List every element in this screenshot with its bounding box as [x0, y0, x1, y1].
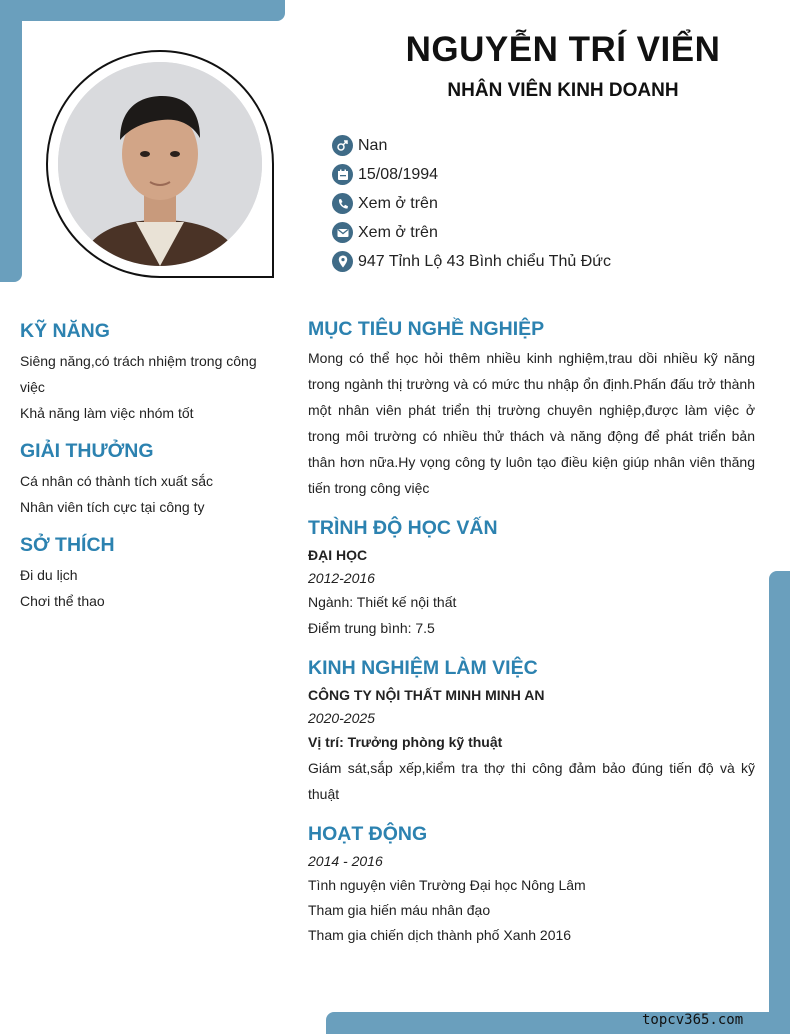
activities-heading: HOẠT ĐỘNG [308, 823, 428, 845]
phone-icon [332, 193, 353, 214]
decor-bar-top [0, 0, 285, 21]
contact-phone [332, 189, 611, 218]
contact-birthday [332, 160, 611, 189]
education-section [308, 515, 755, 641]
contact-gender-text: Nan [358, 136, 388, 154]
experience-position: Vị trí: Trưởng phòng kỹ thuật [308, 734, 503, 750]
calendar-icon [332, 164, 353, 185]
candidate-name: NGUYỄN TRÍ VIỂN [405, 30, 721, 69]
skills-heading: KỸ NĂNG [20, 320, 110, 342]
objective-section [308, 316, 755, 501]
activity-item: Tham gia hiến máu nhân đạo [308, 902, 491, 918]
awards-heading: GIẢI THƯỞNG [20, 440, 154, 462]
contact-email [332, 218, 611, 247]
decor-bar-left [0, 0, 22, 282]
left-column [20, 318, 270, 626]
contact-birthday-text: 15/08/1994 [358, 165, 439, 183]
experience-period: 2020-2025 [308, 710, 375, 726]
experience-heading: KINH NGHIỆM LÀM VIỆC [308, 657, 538, 679]
profile-photo [58, 62, 262, 266]
education-gpa: Điểm trung bình: 7.5 [308, 620, 435, 636]
education-heading: TRÌNH ĐỘ HỌC VẤN [308, 517, 498, 539]
right-column [308, 316, 755, 962]
gender-icon [332, 135, 353, 156]
education-major: Ngành: Thiết kế nội thất [308, 594, 457, 610]
activities-section [308, 821, 755, 948]
awards-section [20, 438, 270, 520]
experience-section [308, 655, 755, 807]
award-item: Nhân viên tích cực tại công ty [20, 499, 205, 515]
watermark: topcv365.com [642, 1012, 744, 1028]
skill-item: Khả năng làm việc nhóm tốt [20, 405, 194, 421]
hobby-item: Đi du lịch [20, 567, 78, 583]
objective-heading: MỤC TIÊU NGHỀ NGHIỆP [308, 318, 545, 340]
decor-bar-right [769, 571, 790, 1034]
contact-list [332, 131, 611, 276]
email-icon [332, 222, 353, 243]
activity-item: Tham gia chiến dịch thành phố Xanh 2016 [308, 927, 572, 943]
experience-description: Giám sát,sắp xếp,kiểm tra thợ thi công đảm bảo đúng tiến độ và kỹ thuật [308, 760, 755, 802]
location-icon [332, 251, 353, 272]
photo-frame [46, 50, 274, 278]
skill-item: Siêng năng,có trách nhiệm trong công việc [20, 353, 257, 395]
job-title: NHÂN VIÊN KINH DOANH [447, 80, 679, 101]
experience-company: CÔNG TY NỘI THẤT MINH MINH AN [308, 687, 545, 703]
education-school: ĐẠI HỌC [308, 547, 368, 563]
hobby-item: Chơi thể thao [20, 593, 105, 609]
objective-text: Mong có thể học hỏi thêm nhiều kinh nghiệm,trau dồi nhiều kỹ năng trong ngành thị trường và có mức thu nhập ổn định.Phấn đấu trở thành một nhân viên phát triển thị trường chuyên nghiệp,được làm việc ở trong môi trường có nhiều thử thách và năng động để phát triển bản thân hơn nữa.Hy vọng công ty luôn tạo điều kiện giúp nhân viên thăng tiến trong công việc [308, 350, 755, 496]
hobbies-heading: SỞ THÍCH [20, 534, 115, 556]
activities-period: 2014 - 2016 [308, 853, 383, 869]
contact-gender [332, 131, 611, 160]
contact-address [332, 247, 611, 276]
contact-email-text: Xem ở trên [358, 223, 438, 241]
contact-address-text: 947 Tỉnh Lộ 43 Bình chiểu Thủ Đức [358, 252, 611, 270]
skills-section [20, 318, 270, 426]
contact-phone-text: Xem ở trên [358, 194, 438, 212]
hobbies-section [20, 532, 270, 614]
education-period: 2012-2016 [308, 570, 375, 586]
activity-item: Tình nguyện viên Trường Đại học Nông Lâm [308, 877, 586, 893]
award-item: Cá nhân có thành tích xuất sắc [20, 473, 214, 489]
